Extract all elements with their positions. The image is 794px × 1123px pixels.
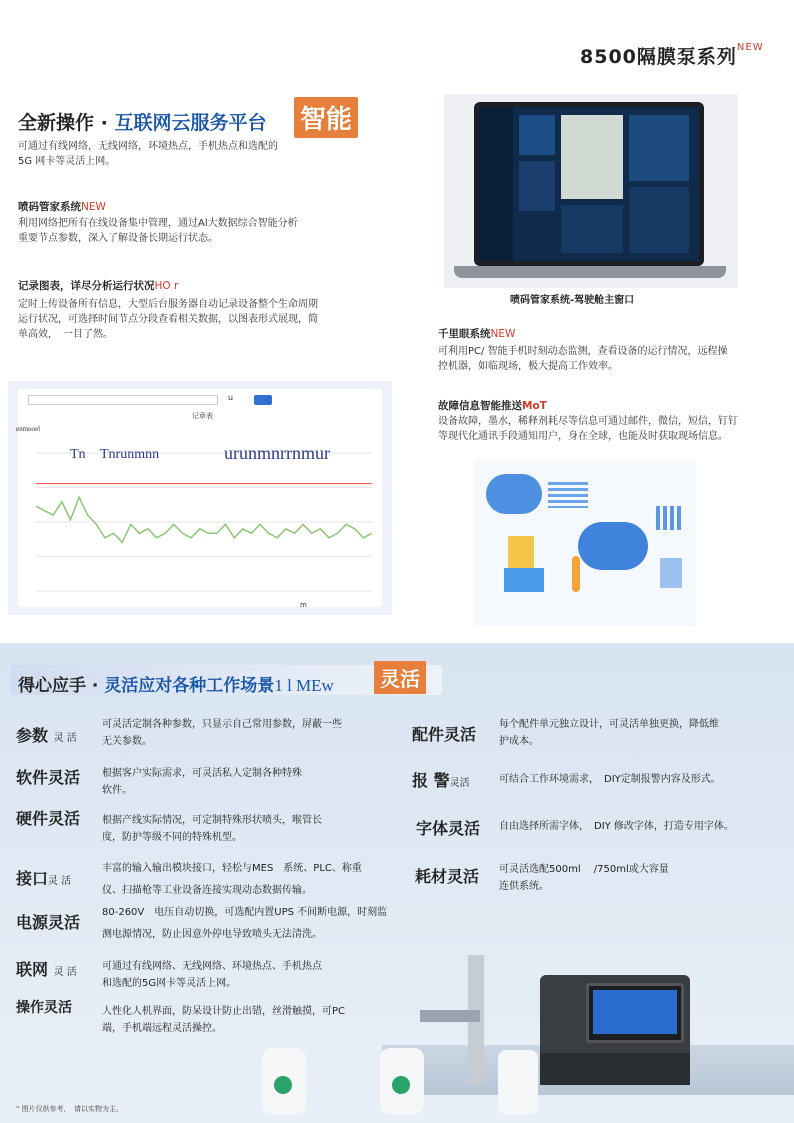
smart-badge: 智能 xyxy=(294,97,358,138)
housekeeper-text: 利用网络把所有在线设备集中管理，通过Al大数据综合智能分析重要节点参数，深入了解设备长期运行状态。 xyxy=(18,218,298,244)
section-heading-smart: 全新操作 · 互联网云服务平台 xyxy=(18,112,267,134)
laptop-caption: 喷码管家系统-驾驶舱主窗口 xyxy=(510,295,635,306)
query-button[interactable] xyxy=(254,395,272,405)
subheading-push: 故障信息智能推送MoT xyxy=(438,400,547,412)
feature-label-consumables: 耗材灵活 xyxy=(415,867,480,886)
chart-side-label: enmooel xyxy=(16,425,41,433)
feature-label-operation: 操作灵活 xyxy=(16,1000,72,1016)
subheading-records: 记录图表，详尽分析运行状况HO r xyxy=(18,280,179,292)
feature-text-operation: 人性化人机界面，防呆设计防止出错，丝滑触摸，可PC端，手机端远程灵活操控。 xyxy=(102,1006,346,1034)
feature-label-parts: 配件灵活 xyxy=(412,725,477,744)
laptop-screen xyxy=(474,102,704,266)
feature-label-params: 参数 灵 活 xyxy=(16,726,77,745)
product-series-title: 8500隔膜泵系列$^{NEW}$ xyxy=(580,42,764,68)
cloud-icon xyxy=(486,474,542,514)
record-chart-panel xyxy=(8,381,392,615)
feature-text-software: 根据客户实际需求，可灵活私人定制各种特殊软件。 xyxy=(102,768,302,796)
check-icon xyxy=(392,1076,410,1094)
feature-label-alarm: 报 警灵活 xyxy=(412,771,470,790)
feature-text-parts: 每个配件单元独立设计，可灵活单独更换，降低维护成本。 xyxy=(499,719,719,747)
printer-touchscreen xyxy=(586,983,684,1043)
bottom-marker: m xyxy=(300,601,307,609)
feature-label-hardware: 硬件灵活 xyxy=(16,809,81,828)
records-text: 定时上传设备所有信息，大型后台服务器自动记录设备整个生命周期运行状况，可选择时间节点分段查看相关数据，以图表形式展现，简单高效， 一目了然。 xyxy=(18,299,318,340)
subheading-housekeeper: 喷码管家系统NEW xyxy=(18,201,106,213)
feature-text-alarm: 可结合工作环境需求， DIY定制报警内容及形式。 xyxy=(499,774,721,785)
network-intro: 可通过有线网络，无线网络，环境热点，手机热点和选配的5G 网卡等灵活上网。 xyxy=(18,141,278,167)
ink-bottle xyxy=(498,1050,538,1114)
section-heading-flexible: 得心应手 · 灵活应对各种工作场景1 l MEw 灵活 xyxy=(10,665,442,695)
date-input[interactable] xyxy=(28,395,218,405)
feature-label-software: 软件灵活 xyxy=(16,768,81,787)
print-head-arm xyxy=(420,1010,480,1022)
feature-text-params: 可灵活定制各种参数，只显示自己常用参数，屏蔽一些无关参数。 xyxy=(102,719,342,747)
feature-label-interface: 接口灵 活 xyxy=(16,869,72,888)
feature-text-interface: 丰富的输入输出模块接口，轻松与MES 系统、PLC、称重仪、扫描枪等工业设备连接实现动态数据传输。 xyxy=(102,863,362,896)
ink-bottle xyxy=(380,1048,424,1114)
chart-title: 记章表 xyxy=(192,412,213,420)
legend-label-1: Tn xyxy=(70,447,86,462)
feature-text-hardware: 根据产线实际情况，可定制特殊形状喷头，喉管长度，防护等级不同的特殊机型。 xyxy=(102,815,322,843)
flexible-badge: 灵活 xyxy=(374,661,426,694)
top-marker: u xyxy=(228,393,234,402)
feature-label-font: 字体灵活 xyxy=(416,819,481,838)
line-chart xyxy=(36,443,372,601)
feature-label-network: 联网 灵 活 xyxy=(16,960,77,979)
eye-text: 可利用PC/ 智能手机时刻动态监测，查看设备的运行情况，远程操控机器，如临现场，极大提高工作效率。 xyxy=(438,346,728,372)
person-figure xyxy=(572,556,580,592)
legend-label-3: urunmnrrnmur xyxy=(224,443,330,463)
push-text: 设备故障，墨水，稀释剂耗尽等信息可通过邮件，微信，短信，钉钉等现代化通讯手段通知用户，身在全球，也能及时获取现场信息。 xyxy=(438,416,738,442)
footnote: " 图片仅供参考， 请以实物为主。 xyxy=(16,1105,123,1113)
series-line-1 xyxy=(36,497,372,542)
feature-text-network: 可通过有线网络、无线网络、环境热点、手机热点和选配的5G网卡等灵活上网。 xyxy=(102,961,322,989)
legend-label-2: Tnrunmnn xyxy=(100,447,160,462)
subheading-eye: 千里眼系统NEW xyxy=(438,328,516,340)
cloud-icon xyxy=(578,522,648,570)
feature-text-consumables: 可灵活选配500ml /750ml或大容量连供系统。 xyxy=(499,864,669,892)
check-icon xyxy=(274,1076,292,1094)
laptop-dashboard-image xyxy=(444,94,738,288)
ink-bottle xyxy=(262,1048,306,1114)
feature-text-power: 80-260V 电压自动切换，可选配内置UPS 不间断电源，时刻监测电源情况，防止因意外停电导致喷头无法清洗。 xyxy=(102,907,388,940)
cloud-push-illustration xyxy=(474,460,696,626)
feature-label-power: 电源灵活 xyxy=(16,913,81,932)
printer-machine-image xyxy=(540,975,690,1085)
feature-text-font: 自由选择所需字体， DIY 修改字体，打造专用字体。 xyxy=(499,821,734,832)
